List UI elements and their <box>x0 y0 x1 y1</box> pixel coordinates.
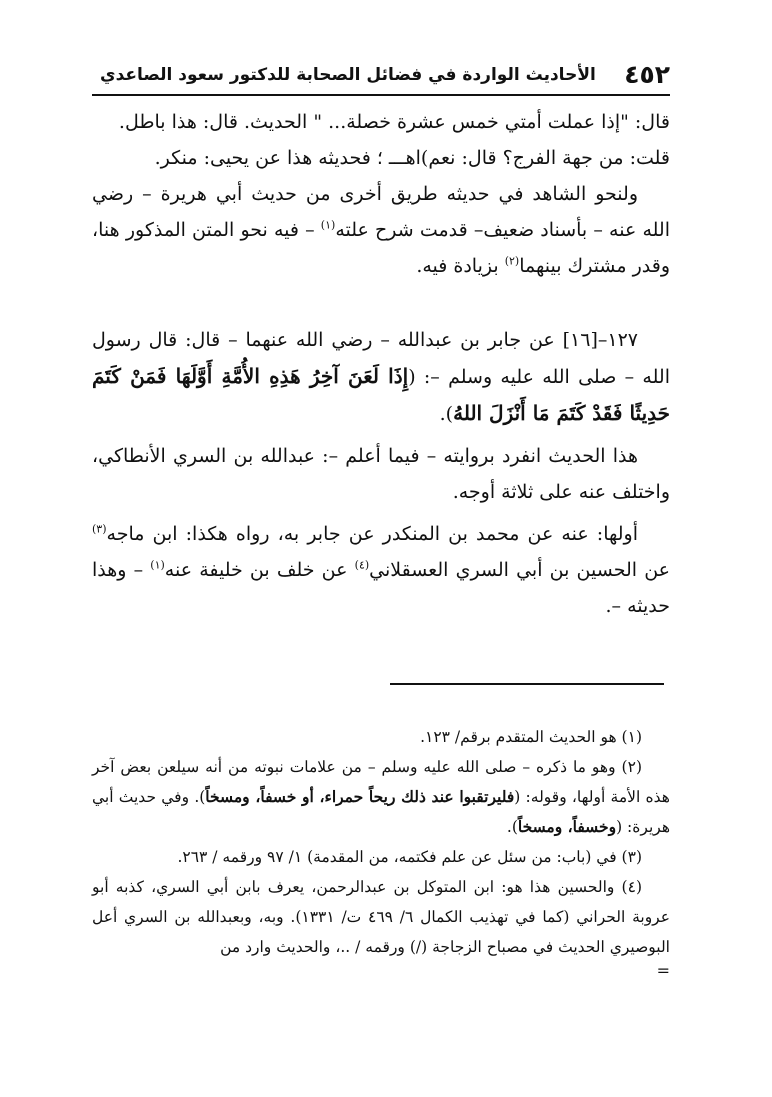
footnote-3: (٣) في (باب: من سئل عن علم فكتمه، من المقدمة) ١/ ٩٧ ورقمه / ٢٦٣. <box>177 848 642 866</box>
footnote-ref-2[interactable]: (٢) <box>504 254 520 268</box>
paragraph-3: ولنحو الشاهد في حديثه طريق أخرى من حديث أبي هريرة – رضي الله عنه – بأسناد ضعيف– قدمت شرح علته$^{(١)}$ – فيه نحو المتن المذكور هنا، وقدر مشترك بينهما$^{(٢)}$ بزيادة فيه. <box>92 183 670 277</box>
footnote-separator <box>390 683 664 685</box>
hadith-127: ١٢٧–[١٦] عن جابر بن عبدالله – رضي الله عنهما – قال: قال رسول الله – صلى الله عليه وسلم –: (إِذَا لَعَنَ آخِرُ هَذِهِ الأُمَّةِ أَوَّلَهَا فَمَنْ كَتَمَ حَدِيثًا فَقَدْ كَتَمَ مَا أَنْزَلَ اللهُ). <box>92 329 670 425</box>
footnote-ref-1b[interactable]: (١) <box>150 558 165 572</box>
main-text <box>92 104 670 624</box>
paragraph-1: قال: "إذا عملت أمتي خمس عشرة خصلة... " الحديث. قال: هذا باطل. <box>118 111 670 133</box>
footnote-ref-4[interactable]: (٤) <box>354 558 370 572</box>
continuation-mark: = <box>656 961 670 980</box>
footnote-ref-1[interactable]: (١) <box>320 218 336 232</box>
footnotes <box>92 722 670 980</box>
paragraph-5: هذا الحديث انفرد بروايته – فيما أعلم –: عبدالله بن السري الأنطاكي، واختلف عنه على ثلاثة أوجه. <box>92 445 670 503</box>
header-rule <box>92 94 670 96</box>
paragraph-2: قلت: من جهة الفرج؟ قال: نعم)اهـــ ؛ فحديثه هذا عن يحيى: منكر. <box>154 147 670 169</box>
hadith-text: إِذَا لَعَنَ آخِرُ هَذِهِ الأُمَّةِ أَوَّلَهَا فَمَنْ كَتَمَ حَدِيثًا فَقَدْ كَتَمَ مَا أَنْزَلَ اللهُ <box>92 364 670 425</box>
running-title: الأحاديث الواردة في فضائل الصحابة للدكتور سعود الصاعدي <box>100 65 596 85</box>
page-number: ٤٥٢ <box>624 60 670 89</box>
paragraph-6: أولها: عنه عن محمد بن المنكدر عن جابر به، رواه هكذا: ابن ماجه$^{(٣)}$ عن الحسين بن أبي السري العسقلاني$^{(٤)}$ عن خلف بن خليفة عنه$^{(١)}$ – وهذا حديثه –. <box>92 522 670 617</box>
footnote-4: (٤) والحسين هذا هو: ابن المتوكل بن عبدالرحمن، يعرف بابن أبي السري، كذبه أبو عروبة الحراني (كما في تهذيب الكمال ٦/ ٤٦٩ ت/ ١٣٣١). وبه، وبعبدالله بن السري أعل البوصيري الحديث في مصباح الزجاجة (/) ورقمه / ..، والحديث وارد من <box>92 878 670 956</box>
footnote-1: (١) هو الحديث المتقدم برقم/ ١٢٣. <box>420 728 642 746</box>
footnote-ref-3[interactable]: (٣) <box>92 522 107 536</box>
footnote-2: (٢) وهو ما ذكره – صلى الله عليه وسلم – من علامات نبوته من أنه سيلعن بعض آخر هذه الأمة أولها، وقوله: (فليرتقبوا عند ذلك ريحاً حمراء، أو خسفاً، ومسخاً). وفي حديث أبي هريرة: (وخسفاً، ومسخاً). <box>92 758 670 836</box>
page-header <box>92 56 670 92</box>
